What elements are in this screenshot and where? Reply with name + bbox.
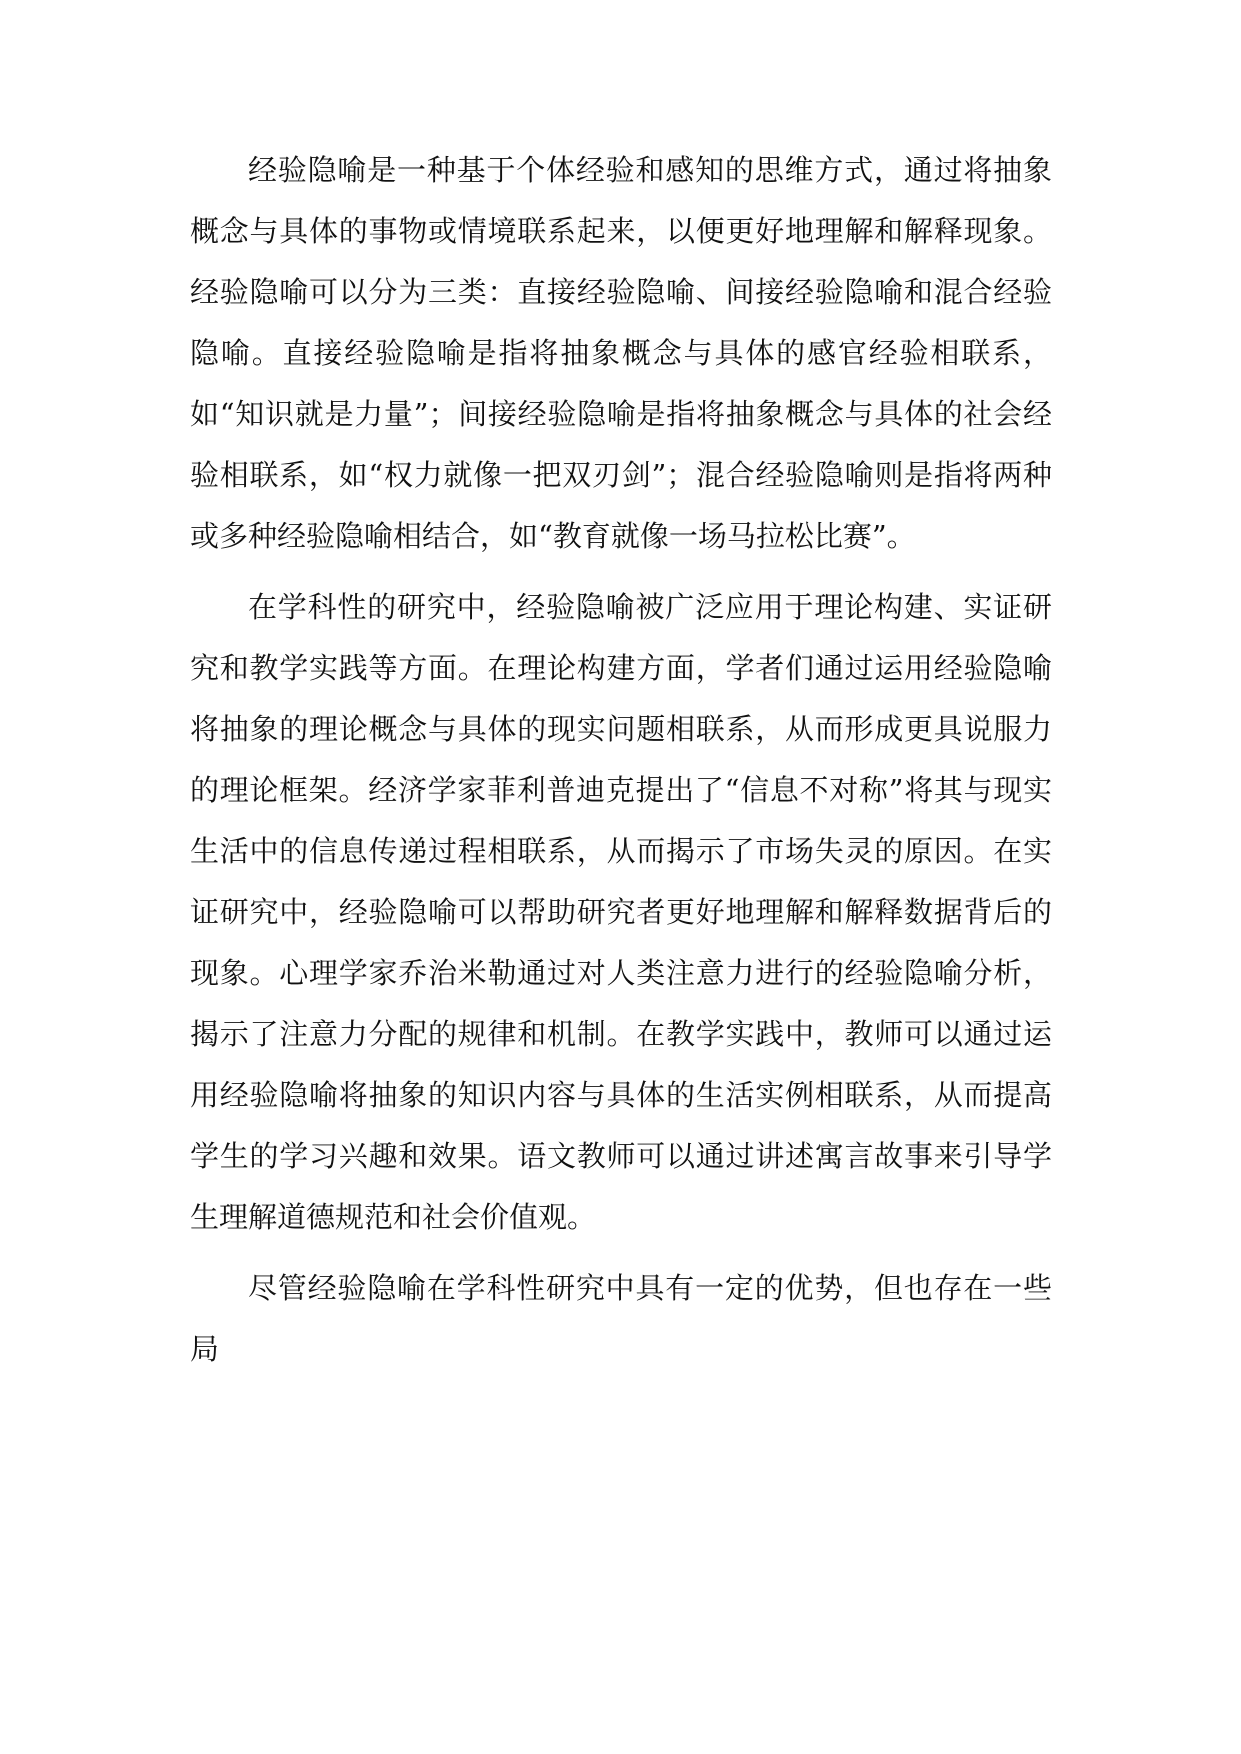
paragraph-1: 经验隐喻是一种基于个体经验和感知的思维方式，通过将抽象概念与具体的事物或情境联系起来，以便更好地理解和解释现象。经验隐喻可以分为三类：直接经验隐喻、间接经验隐喻和混合经验隐喻。直接经验隐喻是指将抽象概念与具体的感官经验相联系，如“知识就是力量”；间接经验隐喻是指将抽象概念与具体的社会经验相联系，如“权力就像一把双刃剑”；混合经验隐喻则是指将两种或多种经验隐喻相结合，如“教育就像一场马拉松比赛”。 [190, 153, 1052, 553]
paragraph-2: 在学科性的研究中，经验隐喻被广泛应用于理论构建、实证研究和教学实践等方面。在理论构建方面，学者们通过运用经验隐喻将抽象的理论概念与具体的现实问题相联系，从而形成更具说服力的理论框架。经济学家菲利普迪克提出了“信息不对称”将其与现实生活中的信息传递过程相联系，从而揭示了市场失灵的原因。在实证研究中，经验隐喻可以帮助研究者更好地理解和解释数据背后的现象。心理学家乔治米勒通过对人类注意力进行的经验隐喻分析，揭示了注意力分配的规律和机制。在教学实践中，教师可以通过运用经验隐喻将抽象的知识内容与具体的生活实例相联系，从而提高学生的学习兴趣和效果。语文教师可以通过讲述寓言故事来引导学生理解道德规范和社会价值观。 [190, 590, 1052, 1234]
document-body [190, 140, 1052, 1380]
paragraph-3: 尽管经验隐喻在学科性研究中具有一定的优势，但也存在一些局 [190, 1271, 1052, 1366]
